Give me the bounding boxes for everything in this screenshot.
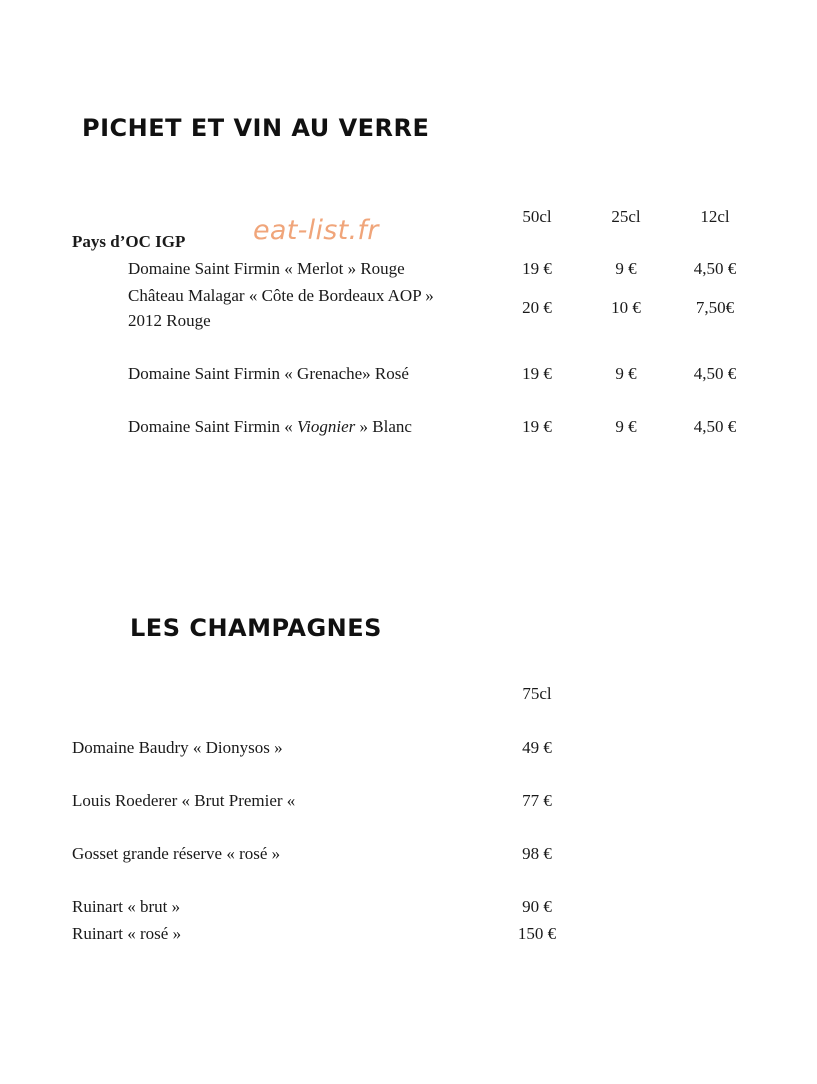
wine-name-line2: 2012 Rouge <box>128 311 211 330</box>
wine-name: Château Malagar « Côte de Bordeaux AOP » <box>128 286 434 305</box>
champagne-price: 90 € <box>522 897 552 916</box>
watermark: eat-list.fr <box>253 215 379 246</box>
wine-name <box>128 415 412 439</box>
champagne-name: Domaine Baudry « Dionysos » <box>72 738 283 757</box>
price-25cl: 10 € <box>611 298 641 317</box>
price-25cl: 9 € <box>615 417 637 436</box>
column-header-75cl: 75cl <box>522 684 552 703</box>
champagne-price: 49 € <box>522 738 552 757</box>
section-title-pichet: PICHET ET VIN AU VERRE <box>82 114 430 142</box>
region-label: Pays d’OC IGP <box>72 232 186 251</box>
column-header-25cl: 25cl <box>611 207 641 226</box>
champagne-name: Ruinart « rosé » <box>72 924 182 943</box>
wine-name: Domaine Saint Firmin « Merlot » Rouge <box>128 259 405 278</box>
wine-grape-italic: Viognier <box>297 417 356 436</box>
champagne-price: 150 € <box>517 924 557 943</box>
wine-name-part: Domaine Saint Firmin « <box>128 417 298 436</box>
price-50cl: 19 € <box>522 259 552 278</box>
price-12cl: 4,50 € <box>693 259 737 278</box>
price-50cl: 19 € <box>522 417 552 436</box>
champagne-price: 98 € <box>522 844 552 863</box>
price-12cl: 4,50 € <box>693 417 737 436</box>
column-header-12cl: 12cl <box>700 207 730 226</box>
champagne-price: 77 € <box>522 791 552 810</box>
column-header-50cl: 50cl <box>522 207 552 226</box>
champagne-name: Louis Roederer « Brut Premier « <box>72 791 296 810</box>
price-12cl: 4,50 € <box>693 364 737 383</box>
price-12cl: 7,50€ <box>695 298 735 317</box>
wine-name-part: » Blanc <box>355 417 412 436</box>
price-50cl: 20 € <box>522 298 552 317</box>
wine-name: Domaine Saint Firmin « Grenache» Rosé <box>128 364 409 383</box>
price-25cl: 9 € <box>615 259 637 278</box>
price-25cl: 9 € <box>615 364 637 383</box>
price-50cl: 19 € <box>522 364 552 383</box>
champagne-name: Gosset grande réserve « rosé » <box>72 844 281 863</box>
section-title-champagnes: LES CHAMPAGNES <box>130 614 382 642</box>
champagne-name: Ruinart « brut » <box>72 897 181 916</box>
